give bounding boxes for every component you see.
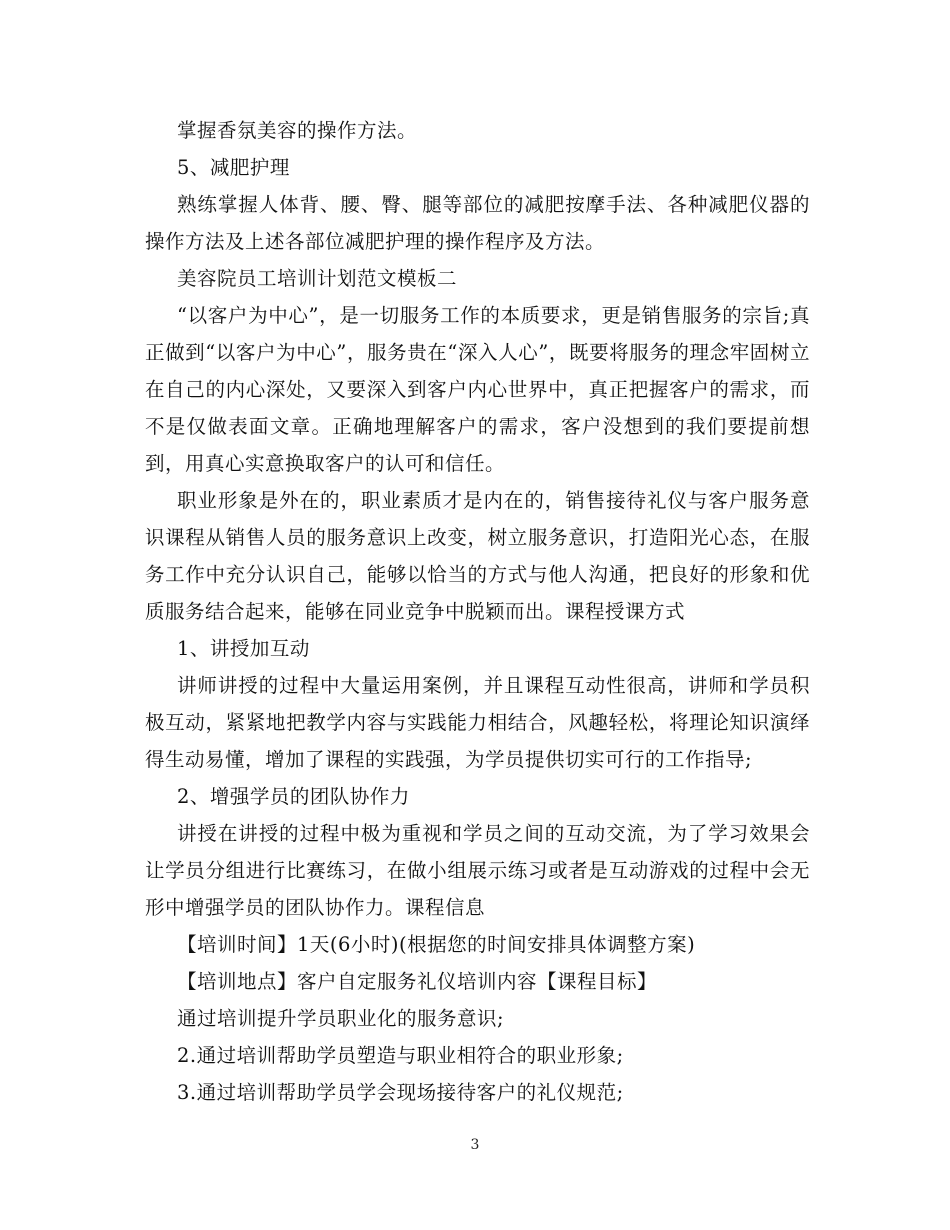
- objective-item-2: 2.通过培训帮助学员塑造与职业相符合的职业形象;: [177, 1044, 624, 1067]
- paragraph-lecture-details: 讲师讲授的过程中大量运用案例，并且课程互动性很高，讲师和学员积极互动，紧紧地把教学内容与实践能力相结合，风趣轻松，将理论知识演绎得生动易懂，增加了课程的实践强，为学员提供切实可行的工作指导;: [145, 674, 810, 771]
- objective-item-3: 3.通过培训帮助学员学会现场接待客户的礼仪规范;: [177, 1081, 624, 1104]
- heading-teamwork: 2、增强学员的团队协作力: [177, 785, 410, 808]
- training-time: 【培训时间】1天(6小时)(根据您的时间安排具体调整方案): [177, 933, 696, 956]
- paragraph-customer-centered: “以客户为中心”，是一切服务工作的本质要求，更是销售服务的宗旨;真正做到“以客户为中心”，服务贵在“深入人心”，既要将服务的理念牢固树立在自己的内心深处，又要深入到客户内心世界中，真正把握客户的需求，而不是仅做表面文章。正确地理解客户的需求，客户没想到的我们要提前想到，用真心实意换取客户的认可和信任。: [145, 304, 810, 475]
- page-number: 3: [470, 1137, 480, 1153]
- paragraph-teamwork-details: 讲授在讲授的过程中极为重视和学员之间的互动交流，为了学习效果会让学员分组进行比赛练习，在做小组展示练习或者是互动游戏的过程中会无形中增强学员的团队协作力。课程信息: [145, 822, 810, 919]
- document-body: [145, 112, 810, 1111]
- paragraph-slimming-techniques: 熟练掌握人体背、腰、臀、腿等部位的减肥按摩手法、各种减肥仪器的操作方法及上述各部位减肥护理的操作程序及方法。: [145, 193, 810, 253]
- paragraph-professional-image: 职业形象是外在的，职业素质才是内在的，销售接待礼仪与客户服务意识课程从销售人员的服务意识上改变，树立服务意识，打造阳光心态，在服务工作中充分认识自己，能够以恰当的方式与他人沟通，把良好的形象和优质服务结合起来，能够在同业竞争中脱颖而出。课程授课方式: [145, 489, 810, 623]
- section-title-template-two: 美容院员工培训计划范文模板二: [177, 267, 458, 290]
- paragraph-fragrance-method: 掌握香氛美容的操作方法。: [177, 119, 418, 142]
- objective-item-1: 通过培训提升学员职业化的服务意识;: [177, 1007, 505, 1030]
- heading-slimming-care: 5、减肥护理: [177, 156, 290, 179]
- training-location: 【培训地点】客户自定服务礼仪培训内容【课程目标】: [177, 970, 658, 993]
- heading-lecture-interaction: 1、讲授加互动: [177, 637, 310, 660]
